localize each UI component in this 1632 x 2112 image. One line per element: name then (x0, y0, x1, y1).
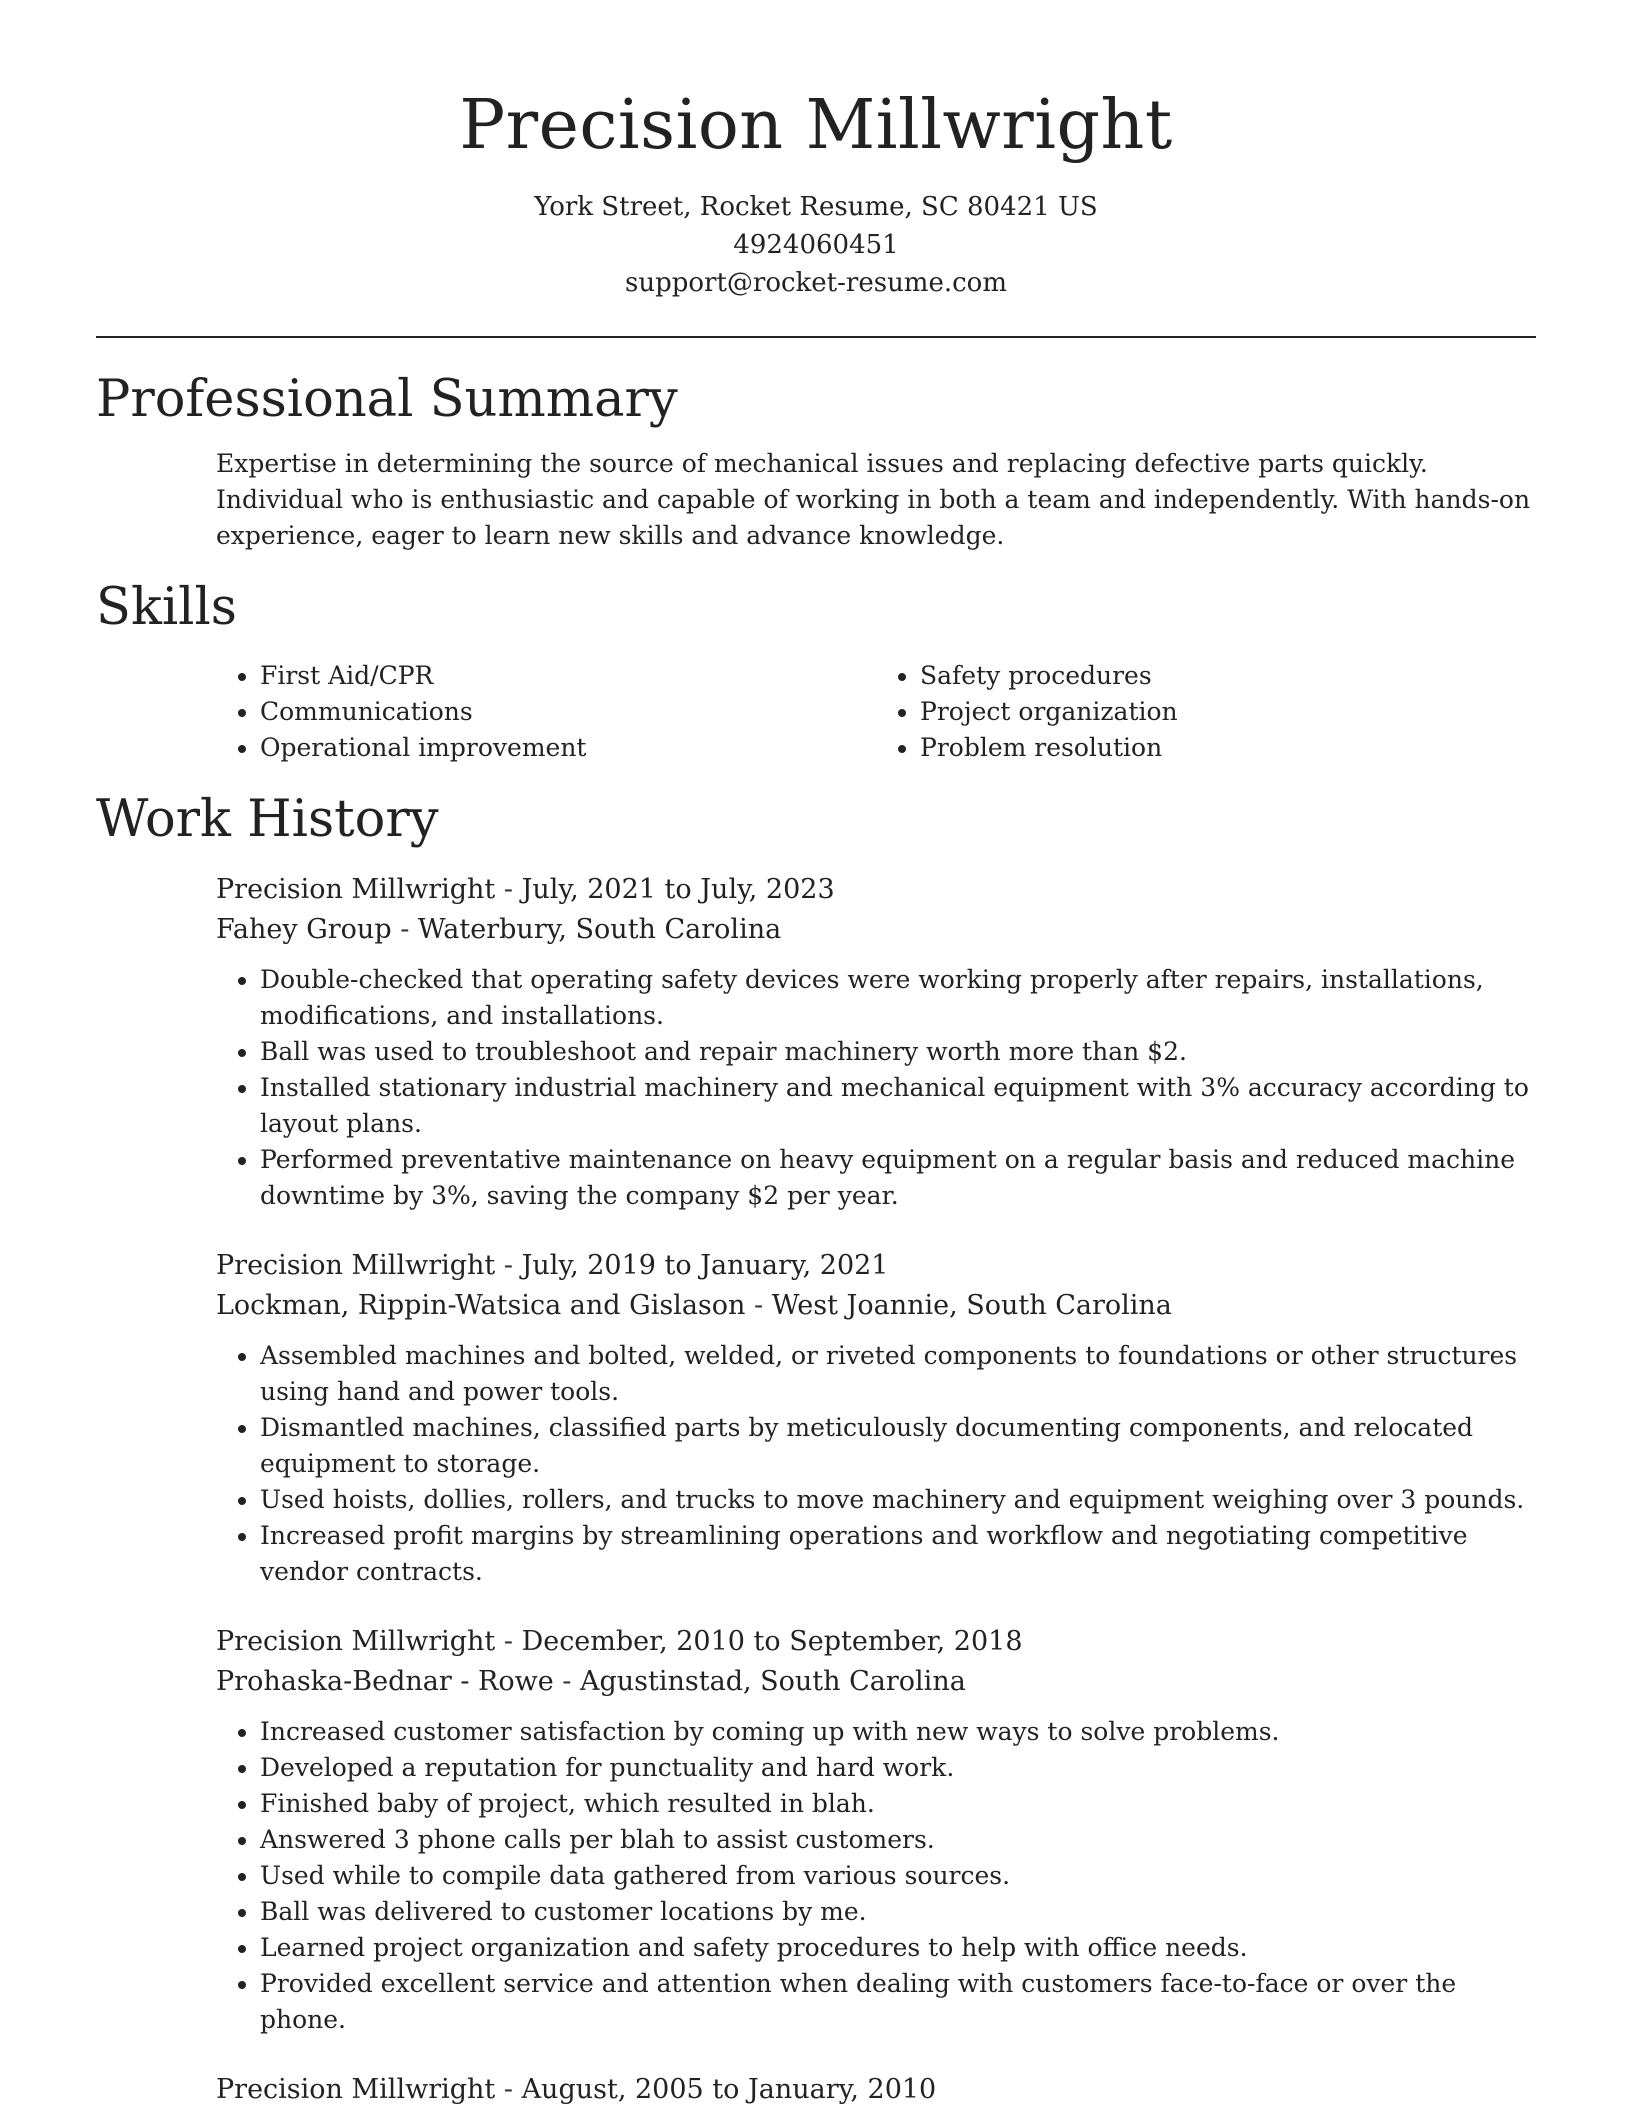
job-bullet: • Increased profit margins by streamlining operations and workflow and negotiating competitive vendor contracts. (260, 1518, 1536, 1590)
job-entry (216, 870, 1536, 1214)
separator: - (495, 2074, 522, 2105)
skills-column-right (876, 658, 1536, 766)
company-location: Agustinstad, South Carolina (580, 1666, 966, 1697)
summary-text: Expertise in determining the source of mechanical issues and replacing defective parts quickly. Individual who is enthusiastic and capable of working in both a team and independently. With hands-on experience, eager to learn new skills and advance knowledge. (216, 449, 1531, 550)
job-bullet: • Learned project organization and safety procedures to help with office needs. (260, 1930, 1536, 1966)
job-bullet: • Performed preventative maintenance on heavy equipment on a regular basis and reduced machine downtime by 3%, saving the company $2 per year. (260, 1142, 1536, 1214)
job-bullet: • Developed a reputation for punctuality and hard work. (260, 1750, 1536, 1786)
job-bullets (216, 1338, 1536, 1590)
separator: - (391, 914, 418, 945)
job-title: Precision Millwright (216, 1626, 496, 1657)
separator: - (553, 1666, 581, 1697)
skill-item: • Problem resolution (920, 730, 1536, 766)
company-name: Lockman, Rippin-Watsica and Gislason (216, 1290, 746, 1321)
job-title-line (216, 1622, 1536, 1662)
job-bullet: • Double-checked that operating safety devices were working properly after repairs, installations, modifications, and installations. (260, 962, 1536, 1034)
candidate-name: Precision Millwright (459, 86, 1173, 165)
job-entry (216, 2070, 1536, 2110)
section-title-summary: Professional Summary (96, 370, 678, 429)
job-bullet: • Dismantled machines, classified parts by meticulously documenting components, and relocated equipment to storage. (260, 1410, 1536, 1482)
job-bullet: • Used while to compile data gathered from various sources. (260, 1858, 1536, 1894)
skills-section (96, 576, 1536, 766)
job-entry (216, 1246, 1536, 1590)
section-title-skills: Skills (96, 578, 237, 637)
skill-item: • Project organization (920, 694, 1536, 730)
summary-section (96, 368, 1536, 554)
skill-item: • First Aid/CPR (260, 658, 876, 694)
skill-item: • Operational improvement (260, 730, 876, 766)
job-dates: July, 2019 to January, 2021 (521, 1250, 889, 1281)
job-bullet: • Installed stationary industrial machinery and mechanical equipment with 3% accuracy according to layout plans. (260, 1070, 1536, 1142)
job-bullets (216, 1714, 1536, 2038)
resume-header (96, 0, 1536, 302)
job-bullet: • Answered 3 phone calls per blah to assist customers. (260, 1822, 1536, 1858)
company-location: West Joannie, South Carolina (771, 1290, 1172, 1321)
section-title-work-history: Work History (96, 790, 439, 849)
job-bullet: • Ball was used to troubleshoot and repair machinery worth more than $2. (260, 1034, 1536, 1070)
job-dates: July, 2021 to July, 2023 (521, 874, 835, 905)
job-bullet: • Finished baby of project, which resulted in blah. (260, 1786, 1536, 1822)
job-company-line (216, 1662, 1536, 1702)
skills-column-left (216, 658, 876, 766)
job-dates: December, 2010 to September, 2018 (521, 1626, 1023, 1657)
job-bullets (216, 962, 1536, 1214)
skills-list (216, 658, 1536, 766)
job-company-line (216, 910, 1536, 950)
job-title: Precision Millwright (216, 874, 496, 905)
separator: - (495, 1250, 522, 1281)
company-name: Prohaska-Bednar - Rowe (216, 1666, 554, 1697)
work-history-section (96, 788, 1536, 2110)
address: York Street, Rocket Resume, SC 80421 US (534, 192, 1098, 222)
job-bullet: • Assembled machines and bolted, welded, or riveted components to foundations or other structures using hand and power tools. (260, 1338, 1536, 1410)
job-title-line (216, 1246, 1536, 1286)
job-entry (216, 1622, 1536, 2038)
company-location: Waterbury, South Carolina (417, 914, 782, 945)
phone: 4924060451 (733, 230, 899, 260)
skill-item: • Safety procedures (920, 658, 1536, 694)
separator: - (495, 874, 522, 905)
job-title-line (216, 2070, 1536, 2110)
separator: - (495, 1626, 522, 1657)
contact-block (96, 188, 1536, 302)
job-dates: August, 2005 to January, 2010 (521, 2074, 937, 2105)
job-bullet: • Provided excellent service and attention when dealing with customers face-to-face or over the phone. (260, 1966, 1536, 2038)
job-bullet: • Increased customer satisfaction by coming up with new ways to solve problems. (260, 1714, 1536, 1750)
job-title-line (216, 870, 1536, 910)
job-title: Precision Millwright (216, 1250, 496, 1281)
job-bullet: • Ball was delivered to customer locations by me. (260, 1894, 1536, 1930)
job-bullet: • Used hoists, dollies, rollers, and trucks to move machinery and equipment weighing over 3 pounds. (260, 1482, 1536, 1518)
company-name: Fahey Group (216, 914, 392, 945)
skill-item: • Communications (260, 694, 876, 730)
header-divider (96, 336, 1536, 338)
separator: - (745, 1290, 772, 1321)
email: support@rocket-resume.com (624, 268, 1007, 298)
job-company-line (216, 1286, 1536, 1326)
job-title: Precision Millwright (216, 2074, 496, 2105)
